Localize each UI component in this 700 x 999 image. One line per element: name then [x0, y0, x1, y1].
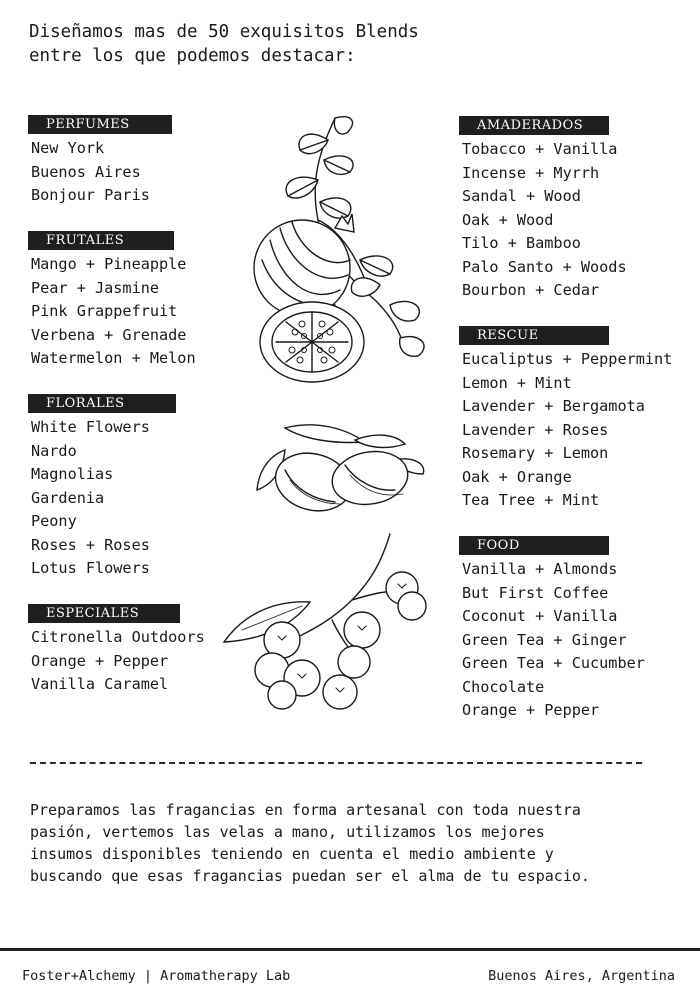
list-item: Citronella Outdoors [31, 628, 205, 646]
description-line-3: insumos disponibles teniendo en cuenta el medio ambiente y [30, 845, 554, 863]
list-item: Roses + Roses [31, 535, 150, 554]
list-item: Pear + Jasmine [31, 278, 160, 297]
list-item: Vanilla Caramel [31, 675, 169, 693]
category-rescue [459, 326, 672, 513]
list-item: Magnolias [31, 465, 114, 483]
pomegranate-illustration [240, 110, 440, 390]
blend-list [459, 138, 627, 303]
list-item: Verbena + Grenade [31, 325, 187, 344]
category-header: RESCUE [459, 326, 609, 345]
list-item: Green Tea + Ginger [462, 630, 627, 649]
category-especiales [28, 604, 205, 697]
list-item: Coconut + Vanilla [462, 607, 618, 625]
list-item: But First Coffee [462, 583, 609, 602]
list-item: Peony [31, 512, 77, 530]
blend-list [28, 137, 172, 208]
blueberries-illustration [222, 530, 432, 715]
list-item: Pink Grappefruit [31, 302, 178, 320]
blend-list [28, 416, 176, 581]
intro-heading [29, 20, 419, 68]
blend-list [459, 558, 645, 723]
list-item: Buenos Aires [31, 162, 141, 181]
list-item: Chocolate [462, 677, 545, 696]
category-header: AMADERADOS [459, 116, 609, 135]
category-header: PERFUMES [28, 115, 172, 134]
list-item: Green Tea + Cucumber [462, 654, 645, 672]
list-item: Gardenia [31, 488, 105, 507]
list-item: Tilo + Bamboo [462, 234, 581, 252]
blend-list [28, 253, 196, 371]
intro-line-2: entre los que podemos destacar: [29, 46, 356, 66]
category-food [459, 536, 645, 723]
list-item: Oak + Wood [462, 210, 554, 229]
list-item: Vanilla + Almonds [462, 560, 618, 578]
list-item: Tobacco + Vanilla [462, 140, 618, 158]
list-item: Bourbon + Cedar [462, 281, 600, 299]
category-header: FLORALES [28, 394, 176, 413]
list-item: Bonjour Paris [31, 186, 150, 204]
category-perfumes [28, 115, 172, 208]
description-line-1: Preparamos las fragancias en forma artesanal con toda nuestra [30, 801, 581, 819]
list-item: Mango + Pineapple [31, 255, 187, 273]
list-item: Watermelon + Melon [31, 349, 196, 367]
list-item: New York [31, 139, 105, 157]
list-item: Lotus Flowers [31, 559, 150, 577]
footer-brand: Foster+Alchemy | Aromatherapy Lab [22, 968, 291, 984]
list-item: Orange + Pepper [31, 651, 169, 670]
list-item: Oak + Orange [462, 467, 572, 486]
list-item: Palo Santo + Woods [462, 257, 627, 276]
description-line-2: pasión, vertemos las velas a mano, utilizamos los mejores [30, 823, 545, 841]
list-item: Lavender + Roses [462, 420, 609, 439]
description [30, 799, 670, 887]
list-item: Incense + Myrrh [462, 163, 600, 182]
category-florales [28, 394, 176, 581]
dashed-divider [30, 762, 642, 764]
description-line-4: buscando que esas fragancias puedan ser el alma de tu espacio. [30, 867, 590, 885]
footer-location: Buenos Aires, Argentina [488, 968, 675, 984]
list-item: Sandal + Wood [462, 187, 581, 205]
list-item: Nardo [31, 441, 77, 460]
lemons-illustration [255, 420, 430, 520]
list-item: Tea Tree + Mint [462, 491, 600, 509]
list-item: Lavender + Bergamota [462, 397, 645, 415]
intro-line-1: Diseñamos mas de 50 exquisitos Blends [29, 22, 419, 42]
category-header: FOOD [459, 536, 609, 555]
list-item: White Flowers [31, 418, 150, 436]
category-frutales [28, 231, 196, 371]
blend-list [459, 348, 672, 513]
category-amaderados [459, 116, 627, 303]
category-header: FRUTALES [28, 231, 174, 250]
list-item: Lemon + Mint [462, 373, 572, 392]
list-item: Rosemary + Lemon [462, 444, 609, 462]
list-item: Orange + Pepper [462, 701, 600, 719]
blend-list [28, 626, 205, 697]
list-item: Eucaliptus + Peppermint [462, 350, 673, 368]
footer-divider [0, 948, 700, 951]
category-header: ESPECIALES [28, 604, 180, 623]
